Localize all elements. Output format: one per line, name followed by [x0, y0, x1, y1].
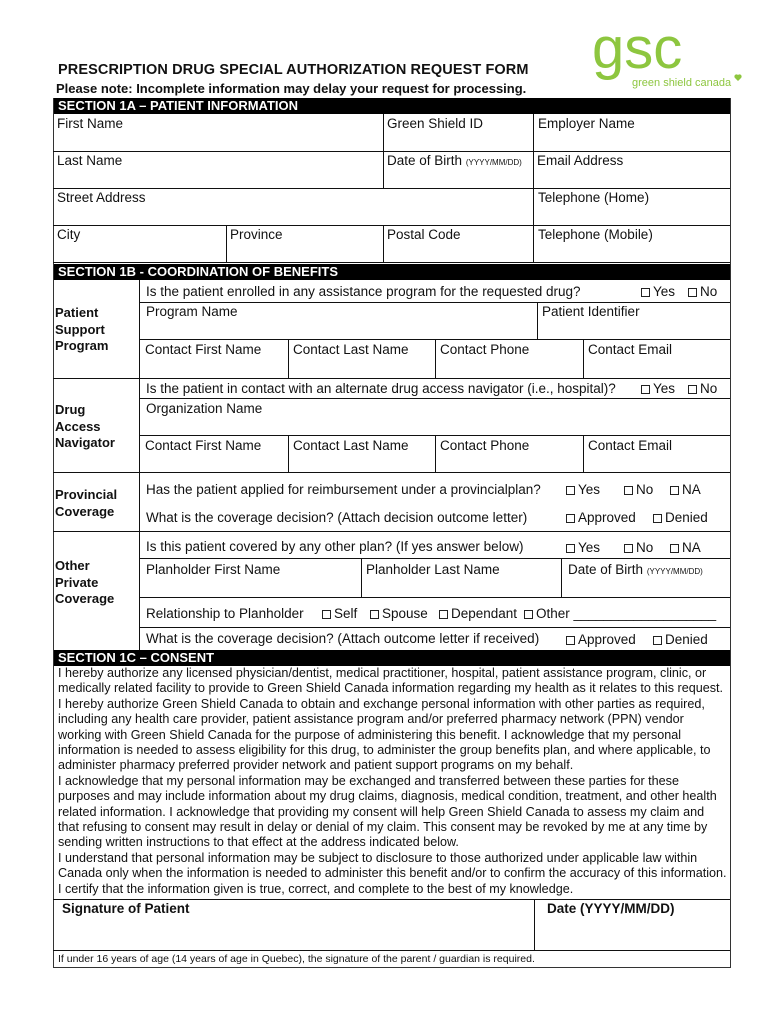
psp-contact-first-field[interactable]: Contact First Name	[145, 342, 262, 357]
prov-side-label: Provincial Coverage	[55, 487, 118, 519]
relationship-label: Relationship to Planholder	[146, 606, 304, 621]
self-checkbox[interactable]: Self	[322, 606, 357, 621]
divider	[53, 950, 730, 951]
divider	[53, 531, 730, 532]
divider	[53, 899, 730, 900]
divider	[53, 472, 730, 473]
dan-yes-checkbox[interactable]: Yes	[641, 381, 675, 396]
divider	[534, 899, 535, 951]
prov-approved-checkbox[interactable]: Approved	[566, 510, 636, 525]
program-name-field[interactable]: Program Name	[146, 304, 238, 319]
other-no-checkbox[interactable]: No	[624, 540, 653, 555]
other-side-label: Other Private Coverage	[55, 558, 115, 606]
section-1a-header: SECTION 1A – PATIENT INFORMATION	[54, 98, 730, 114]
divider	[139, 597, 730, 598]
divider	[139, 558, 730, 559]
dan-question: Is the patient in contact with an alternate drug access navigator (i.e., hospital)?	[146, 381, 616, 396]
divider	[361, 558, 362, 597]
city-field[interactable]: City	[57, 227, 81, 242]
prov-no-checkbox[interactable]: No	[624, 482, 653, 497]
divider	[139, 302, 730, 303]
other-denied-checkbox[interactable]: Denied	[653, 632, 708, 647]
planholder-dob-label: Date of Birth	[568, 562, 644, 577]
psp-contact-last-field[interactable]: Contact Last Name	[293, 342, 409, 357]
other-na-checkbox[interactable]: NA	[670, 540, 701, 555]
email-field[interactable]: Email Address	[537, 153, 624, 168]
form-title: PRESCRIPTION DRUG SPECIAL AUTHORIZATION REQUEST FORM	[58, 62, 529, 78]
divider	[288, 435, 289, 473]
divider	[139, 398, 730, 399]
dan-no-checkbox[interactable]: No	[688, 381, 717, 396]
divider	[53, 262, 730, 263]
patient-identifier-field[interactable]: Patient Identifier	[542, 304, 640, 319]
employer-name-field[interactable]: Employer Name	[538, 116, 635, 131]
psp-contact-phone-field[interactable]: Contact Phone	[440, 342, 530, 357]
other-question: Is this patient covered by any other plan? (If yes answer below)	[146, 539, 524, 554]
divider	[561, 558, 562, 597]
prov-yes-checkbox[interactable]: Yes	[566, 482, 600, 497]
section-1b-header: SECTION 1B - COORDINATION OF BENEFITS	[54, 264, 730, 280]
consent-paragraph-3: I understand that personal information may be subject to disclosure to those authorized under applicable law within Canada only when the information is needed to administer this benefit and/or to confirm the accuracy of this information. I certify that the information given is true, correct, and complete to the best of my knowledge.	[58, 850, 727, 896]
other-relationship-checkbox[interactable]: Other ___________________	[524, 606, 716, 621]
divider	[139, 280, 140, 650]
organization-name-field[interactable]: Organization Name	[146, 401, 263, 416]
form-note: Please note: Incomplete information may delay your request for processing.	[56, 81, 527, 96]
divider	[53, 378, 730, 379]
divider	[383, 225, 384, 263]
gsc-logo	[592, 26, 742, 96]
street-address-field[interactable]: Street Address	[57, 190, 146, 205]
green-shield-id-field[interactable]: Green Shield ID	[387, 116, 484, 131]
consent-paragraph-2: I acknowledge that my personal information may be exchanged and transferred between these parties for these purposes and may include information about my drug claims, diagnosis, medical condition, treatment, and other health related information. I acknowledge that providing my consent will help Green Shield Canada to assess my claim and that refusing to consent may result in delay or denial of my claim. This consent may be revoked by me at any time by sending written instructions to that effect at the address indicated below.	[58, 773, 717, 850]
telephone-mobile-field[interactable]: Telephone (Mobile)	[538, 227, 653, 242]
heart-icon	[734, 74, 741, 81]
divider	[139, 627, 730, 628]
prov-denied-checkbox[interactable]: Denied	[653, 510, 708, 525]
postal-code-field[interactable]: Postal Code	[387, 227, 461, 242]
spouse-checkbox[interactable]: Spouse	[370, 606, 428, 621]
divider	[533, 114, 534, 263]
other-approved-checkbox[interactable]: Approved	[566, 632, 636, 647]
psp-question: Is the patient enrolled in any assistance program for the requested drug?	[146, 284, 581, 299]
logo-name: green shield canada	[632, 77, 732, 89]
divider	[537, 302, 538, 340]
dependant-checkbox[interactable]: Dependant	[439, 606, 517, 621]
signature-of-patient-field[interactable]: Signature of Patient	[62, 901, 190, 916]
divider	[383, 114, 384, 189]
divider	[435, 339, 436, 379]
divider	[53, 225, 730, 226]
divider	[583, 339, 584, 379]
guardian-note: If under 16 years of age (14 years of age in Quebec), the signature of the parent / guardian is required.	[58, 953, 535, 965]
telephone-home-field[interactable]: Telephone (Home)	[538, 190, 650, 205]
other-decision-question: What is the coverage decision? (Attach outcome letter if received)	[146, 631, 540, 646]
dan-contact-last-field[interactable]: Contact Last Name	[293, 438, 409, 453]
dan-contact-first-field[interactable]: Contact First Name	[145, 438, 262, 453]
signature-date-field[interactable]: Date (YYYY/MM/DD)	[547, 901, 675, 916]
consent-paragraph-1: I hereby authorize any licensed physician/dentist, medical practitioner, hospital, patient assistance program, clinic, or medically related facility to provide to Green Shield Canada information regarding my health as it relates to this request. I hereby authorize Green Shield Canada to obtain and exchange personal information with other parties as required, including any health care provider, patient assistance program and/or preferred pharmacy network (PPN) vendor working with Green Shield Canada for the purpose of administering this benefit. I acknowledge that my personal information is needed to assess eligibility for this drug, to administer the group benefits plan, and where applicable, to administer pharmacy preferred provider network and patient support programs on my behalf.	[58, 666, 724, 773]
divider	[226, 225, 227, 263]
psp-side-label: Patient Support Program	[55, 305, 109, 353]
planholder-dob-field[interactable]	[568, 562, 703, 577]
prov-question: Has the patient applied for reimbursement under a provincialplan?	[146, 482, 541, 497]
psp-no-checkbox[interactable]: No	[688, 284, 717, 299]
province-field[interactable]: Province	[230, 227, 283, 242]
psp-contact-email-field[interactable]: Contact Email	[588, 342, 673, 357]
prov-na-checkbox[interactable]: NA	[670, 482, 701, 497]
planholder-first-field[interactable]: Planholder First Name	[146, 562, 281, 577]
prov-decision-question: What is the coverage decision? (Attach decision outcome letter)	[146, 510, 528, 525]
dob-label: Date of Birth	[387, 153, 463, 168]
planholder-dob-format: (YYYY/MM/DD)	[646, 567, 703, 576]
consent-text	[58, 666, 728, 897]
dob-format: (YYYY/MM/DD)	[465, 158, 522, 167]
logo-mark: gsc	[592, 26, 683, 81]
dan-contact-phone-field[interactable]: Contact Phone	[440, 438, 530, 453]
divider	[288, 339, 289, 379]
divider	[53, 188, 730, 189]
psp-yes-checkbox[interactable]: Yes	[641, 284, 675, 299]
divider	[53, 151, 730, 152]
divider	[583, 435, 584, 473]
dob-field[interactable]	[387, 153, 522, 168]
dan-contact-email-field[interactable]: Contact Email	[588, 438, 673, 453]
dan-side-label: Drug Access Navigator	[55, 402, 115, 450]
first-name-field[interactable]: First Name	[57, 116, 124, 131]
last-name-field[interactable]: Last Name	[57, 153, 123, 168]
divider	[435, 435, 436, 473]
section-1c-header: SECTION 1C – CONSENT	[54, 650, 730, 666]
planholder-last-field[interactable]: Planholder Last Name	[366, 562, 500, 577]
other-yes-checkbox[interactable]: Yes	[566, 540, 600, 555]
